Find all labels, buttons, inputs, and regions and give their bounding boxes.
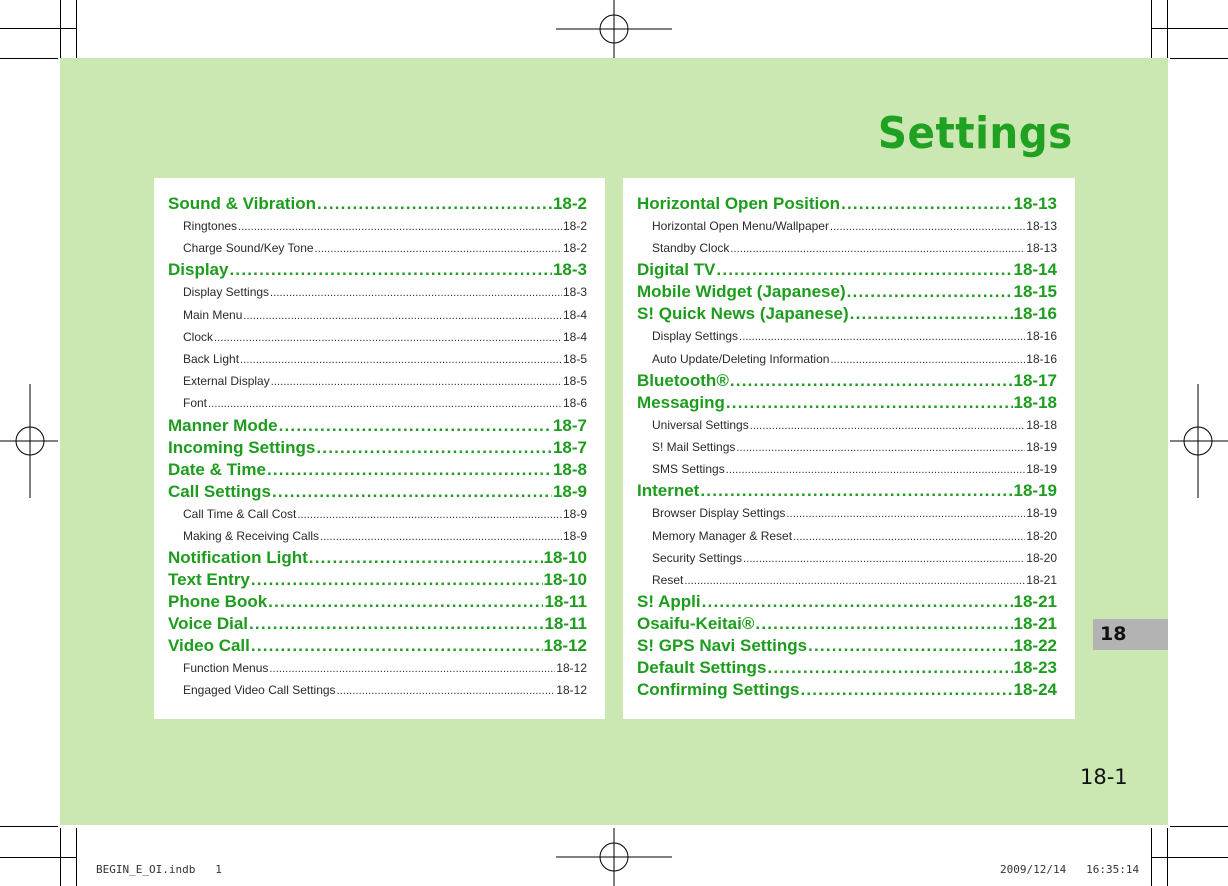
toc-section-entry[interactable] — [168, 613, 587, 635]
toc-entry-title: S! GPS Navi Settings — [637, 636, 808, 656]
toc-entry-page: 18-21 — [1013, 614, 1057, 634]
leader-dots — [684, 570, 1025, 591]
toc-list-left — [168, 193, 587, 701]
toc-entry-title: Reset — [652, 572, 684, 587]
leader-dots — [767, 657, 1012, 679]
toc-entry-page: 18-11 — [544, 613, 587, 633]
toc-entry-title: Horizontal Open Menu/Wallpaper — [652, 219, 829, 233]
toc-entry-title: S! Mail Settings — [652, 439, 736, 454]
toc-entry-page: 18-4 — [562, 307, 587, 322]
toc-list-right — [637, 193, 1057, 701]
toc-entry-title: Mobile Widget (Japanese) — [637, 282, 846, 302]
toc-entry-title: Digital TV — [637, 260, 716, 280]
toc-entry-title: Display Settings — [183, 285, 270, 300]
toc-section-entry[interactable] — [168, 259, 587, 281]
toc-subsection-entry[interactable] — [637, 348, 1057, 370]
toc-subsection-entry[interactable] — [637, 215, 1057, 237]
toc-entry-title: Clock — [183, 329, 214, 344]
toc-section-entry[interactable] — [637, 613, 1057, 635]
leader-dots — [736, 437, 1025, 458]
toc-entry-page: 18-22 — [1013, 636, 1057, 656]
toc-subsection-entry[interactable] — [637, 502, 1057, 524]
toc-entry-page: 18-10 — [543, 569, 587, 589]
toc-entry-page: 18-16 — [1026, 329, 1057, 344]
toc-entry-title: Call Settings — [168, 481, 271, 501]
toc-entry-title: Browser Display Settings — [652, 506, 786, 521]
toc-section-entry[interactable] — [637, 281, 1057, 303]
toc-entry-title: Standby Clock — [652, 241, 730, 256]
leader-dots — [272, 481, 552, 503]
toc-entry-page: 18-4 — [562, 329, 587, 344]
toc-entry-page: 18-6 — [562, 396, 587, 411]
toc-entry-title: S! Appli — [637, 592, 701, 612]
leader-dots — [726, 392, 1013, 414]
toc-entry-page: 18-24 — [1013, 680, 1057, 700]
toc-entry-title: Sound & Vibration — [168, 194, 316, 213]
toc-subsection-entry[interactable] — [637, 414, 1057, 436]
toc-entry-title: Phone Book — [168, 591, 268, 611]
toc-section-entry[interactable] — [168, 193, 587, 215]
toc-subsection-entry[interactable] — [168, 392, 587, 414]
leader-dots — [793, 526, 1025, 547]
registration-target-right — [1170, 384, 1228, 498]
leader-dots — [251, 569, 543, 591]
leader-dots — [850, 303, 1013, 325]
slug-filename: BEGIN_E_OI.indb 1 — [96, 863, 222, 876]
leader-dots — [320, 526, 562, 547]
toc-entry-page: 18-16 — [1026, 351, 1057, 366]
leader-dots — [279, 415, 552, 437]
leader-dots — [229, 259, 551, 281]
toc-subsection-entry[interactable] — [637, 458, 1057, 480]
toc-subsection-entry[interactable] — [168, 304, 587, 326]
toc-subsection-entry[interactable] — [637, 525, 1057, 547]
toc-subsection-entry[interactable] — [168, 281, 587, 303]
toc-entry-title: Internet — [637, 481, 700, 501]
leader-dots — [238, 216, 562, 237]
toc-entry-page: 18-9 — [552, 481, 587, 501]
toc-entry-page: 18-15 — [1013, 282, 1057, 302]
toc-entry-page: 18-10 — [543, 547, 587, 567]
toc-section-entry[interactable] — [168, 437, 587, 459]
leader-dots — [270, 282, 562, 303]
toc-entry-title: Notification Light — [168, 547, 308, 567]
leader-dots — [716, 259, 1012, 281]
toc-subsection-entry[interactable] — [168, 370, 587, 392]
toc-entry-title: Confirming Settings — [637, 680, 800, 700]
leader-dots — [743, 548, 1025, 569]
toc-entry-page: 18-2 — [562, 219, 587, 233]
toc-subsection-entry[interactable] — [168, 348, 587, 370]
toc-subsection-entry[interactable] — [637, 569, 1057, 591]
slug-timestamp: 2009/12/14 16:35:14 — [1000, 863, 1140, 876]
toc-entry-title: Back Light — [183, 351, 240, 366]
toc-subsection-entry[interactable] — [168, 657, 587, 679]
toc-entry-page: 18-19 — [1026, 462, 1057, 477]
toc-entry-page: 18-2 — [552, 194, 587, 213]
toc-entry-title: SMS Settings — [652, 462, 725, 477]
toc-panel-right — [623, 178, 1075, 719]
toc-subsection-entry[interactable] — [168, 525, 587, 547]
leader-dots — [271, 371, 562, 392]
toc-entry-title: Call Time & Call Cost — [183, 506, 297, 521]
toc-entry-page: 18-13 — [1026, 219, 1057, 233]
toc-section-entry[interactable] — [168, 635, 587, 657]
toc-entry-title: Universal Settings — [652, 417, 749, 432]
leader-dots — [268, 591, 543, 613]
leader-dots — [249, 613, 543, 635]
toc-section-entry[interactable] — [637, 392, 1057, 414]
toc-entry-title: Making & Receiving Calls — [183, 528, 320, 543]
toc-entry-title: S! Quick News (Japanese) — [637, 304, 849, 324]
toc-entry-title: Osaifu-Keitai® — [637, 614, 755, 634]
toc-entry-page: 18-11 — [544, 591, 587, 611]
toc-entry-title: Auto Update/Deleting Information — [652, 351, 830, 366]
toc-entry-title: Display Settings — [652, 329, 739, 344]
toc-entry-page: 18-9 — [562, 506, 587, 521]
toc-section-entry[interactable] — [637, 303, 1057, 325]
toc-section-entry[interactable] — [168, 481, 587, 503]
toc-entry-page: 18-16 — [1013, 304, 1057, 324]
toc-entry-title: Messaging — [637, 392, 725, 412]
toc-entry-page: 18-9 — [562, 528, 587, 543]
toc-subsection-entry[interactable] — [168, 237, 587, 259]
toc-entry-page: 18-12 — [543, 635, 587, 655]
toc-entry-page: 18-20 — [1026, 528, 1057, 543]
leader-dots — [337, 680, 556, 701]
toc-entry-page: 18-7 — [552, 415, 587, 435]
toc-section-entry[interactable] — [637, 591, 1057, 613]
toc-entry-title: Bluetooth® — [637, 370, 729, 390]
toc-entry-title: Security Settings — [652, 550, 743, 565]
toc-entry-title: Charge Sound/Key Tone — [183, 241, 314, 256]
toc-entry-title: Function Menus — [183, 660, 269, 675]
chapter-tab[interactable]: 18 — [1093, 619, 1168, 650]
leader-dots — [251, 635, 543, 657]
toc-entry-title: Ringtones — [183, 219, 238, 233]
toc-entry-title: Memory Manager & Reset — [652, 528, 793, 543]
toc-subsection-entry[interactable] — [168, 679, 587, 701]
leader-dots — [240, 349, 562, 370]
leader-dots — [726, 459, 1026, 480]
registration-target-bottom — [556, 828, 672, 886]
toc-entry-title: Main Menu — [183, 307, 243, 322]
toc-entry-page: 18-3 — [552, 260, 587, 280]
leader-dots — [847, 281, 1013, 303]
toc-entry-page: 18-13 — [1013, 194, 1057, 213]
toc-section-entry[interactable] — [637, 370, 1057, 392]
toc-entry-title: Manner Mode — [168, 415, 278, 435]
leader-dots — [830, 349, 1025, 370]
toc-entry-title: Incoming Settings — [168, 437, 316, 457]
registration-target-left — [0, 384, 58, 498]
toc-entry-page: 18-21 — [1013, 592, 1057, 612]
toc-section-entry[interactable] — [168, 415, 587, 437]
toc-entry-title: Display — [168, 260, 229, 280]
toc-entry-page: 18-3 — [562, 285, 587, 300]
toc-section-entry[interactable] — [168, 547, 587, 569]
toc-subsection-entry[interactable] — [168, 215, 587, 237]
toc-entry-page: 18-21 — [1026, 572, 1057, 587]
toc-entry-title: Video Call — [168, 635, 250, 655]
toc-subsection-entry[interactable] — [637, 325, 1057, 347]
toc-entry-page: 18-5 — [562, 374, 587, 389]
toc-section-entry[interactable] — [168, 459, 587, 481]
toc-subsection-entry[interactable] — [637, 547, 1057, 569]
page-number: 18-1 — [1080, 765, 1128, 789]
toc-entry-page: 18-5 — [562, 351, 587, 366]
toc-entry-title: Font — [183, 396, 208, 411]
leader-dots — [786, 503, 1025, 524]
toc-section-entry[interactable] — [168, 591, 587, 613]
leader-dots — [755, 613, 1012, 635]
toc-entry-page: 18-7 — [552, 437, 587, 457]
registration-target-top — [556, 0, 672, 58]
toc-section-entry[interactable] — [637, 480, 1057, 502]
toc-entry-page: 18-13 — [1026, 241, 1057, 256]
leader-dots — [243, 305, 562, 326]
leader-dots — [297, 504, 562, 525]
toc-section-entry[interactable] — [637, 259, 1057, 281]
toc-entry-page: 18-18 — [1026, 417, 1057, 432]
toc-entry-title: External Display — [183, 374, 270, 389]
leader-dots — [739, 326, 1025, 347]
leader-dots — [730, 370, 1013, 392]
toc-section-entry[interactable] — [637, 193, 1057, 215]
leader-dots — [700, 480, 1012, 502]
toc-entry-title: Engaged Video Call Settings — [183, 683, 336, 698]
toc-entry-page: 18-23 — [1013, 658, 1057, 678]
leader-dots — [702, 591, 1013, 613]
leader-dots — [267, 459, 552, 481]
toc-entry-title: Voice Dial — [168, 613, 248, 633]
leader-dots — [730, 238, 1025, 259]
toc-entry-page: 18-2 — [562, 241, 587, 256]
toc-entry-title: Horizontal Open Position — [637, 194, 841, 213]
toc-entry-title: Text Entry — [168, 569, 250, 589]
toc-subsection-entry[interactable] — [168, 326, 587, 348]
toc-entry-page: 18-18 — [1013, 392, 1057, 412]
leader-dots — [830, 216, 1025, 237]
leader-dots — [309, 547, 543, 569]
page-title: Settings — [878, 108, 1073, 159]
leader-dots — [800, 679, 1012, 701]
toc-subsection-entry[interactable] — [637, 436, 1057, 458]
toc-entry-title: Default Settings — [637, 658, 767, 678]
toc-entry-title: Date & Time — [168, 459, 266, 479]
leader-dots — [750, 415, 1026, 436]
toc-entry-page: 18-8 — [552, 459, 587, 479]
toc-entry-page: 18-12 — [556, 683, 587, 698]
toc-panel-left — [154, 178, 605, 719]
toc-subsection-entry[interactable] — [168, 503, 587, 525]
toc-entry-page: 18-17 — [1013, 370, 1057, 390]
toc-section-entry[interactable] — [637, 657, 1057, 679]
leader-dots — [317, 193, 552, 215]
toc-section-entry[interactable] — [637, 679, 1057, 701]
leader-dots — [269, 658, 555, 679]
toc-entry-page: 18-19 — [1026, 506, 1057, 521]
leader-dots — [808, 635, 1012, 657]
toc-entry-page: 18-12 — [556, 660, 587, 675]
leader-dots — [841, 193, 1012, 215]
leader-dots — [214, 327, 562, 348]
leader-dots — [316, 437, 552, 459]
toc-entry-page: 18-19 — [1026, 439, 1057, 454]
toc-entry-page: 18-20 — [1026, 550, 1057, 565]
toc-entry-page: 18-14 — [1013, 260, 1057, 280]
toc-section-entry[interactable] — [168, 569, 587, 591]
toc-section-entry[interactable] — [637, 635, 1057, 657]
toc-entry-page: 18-19 — [1013, 481, 1057, 501]
leader-dots — [208, 393, 562, 414]
leader-dots — [315, 238, 562, 259]
toc-subsection-entry[interactable] — [637, 237, 1057, 259]
